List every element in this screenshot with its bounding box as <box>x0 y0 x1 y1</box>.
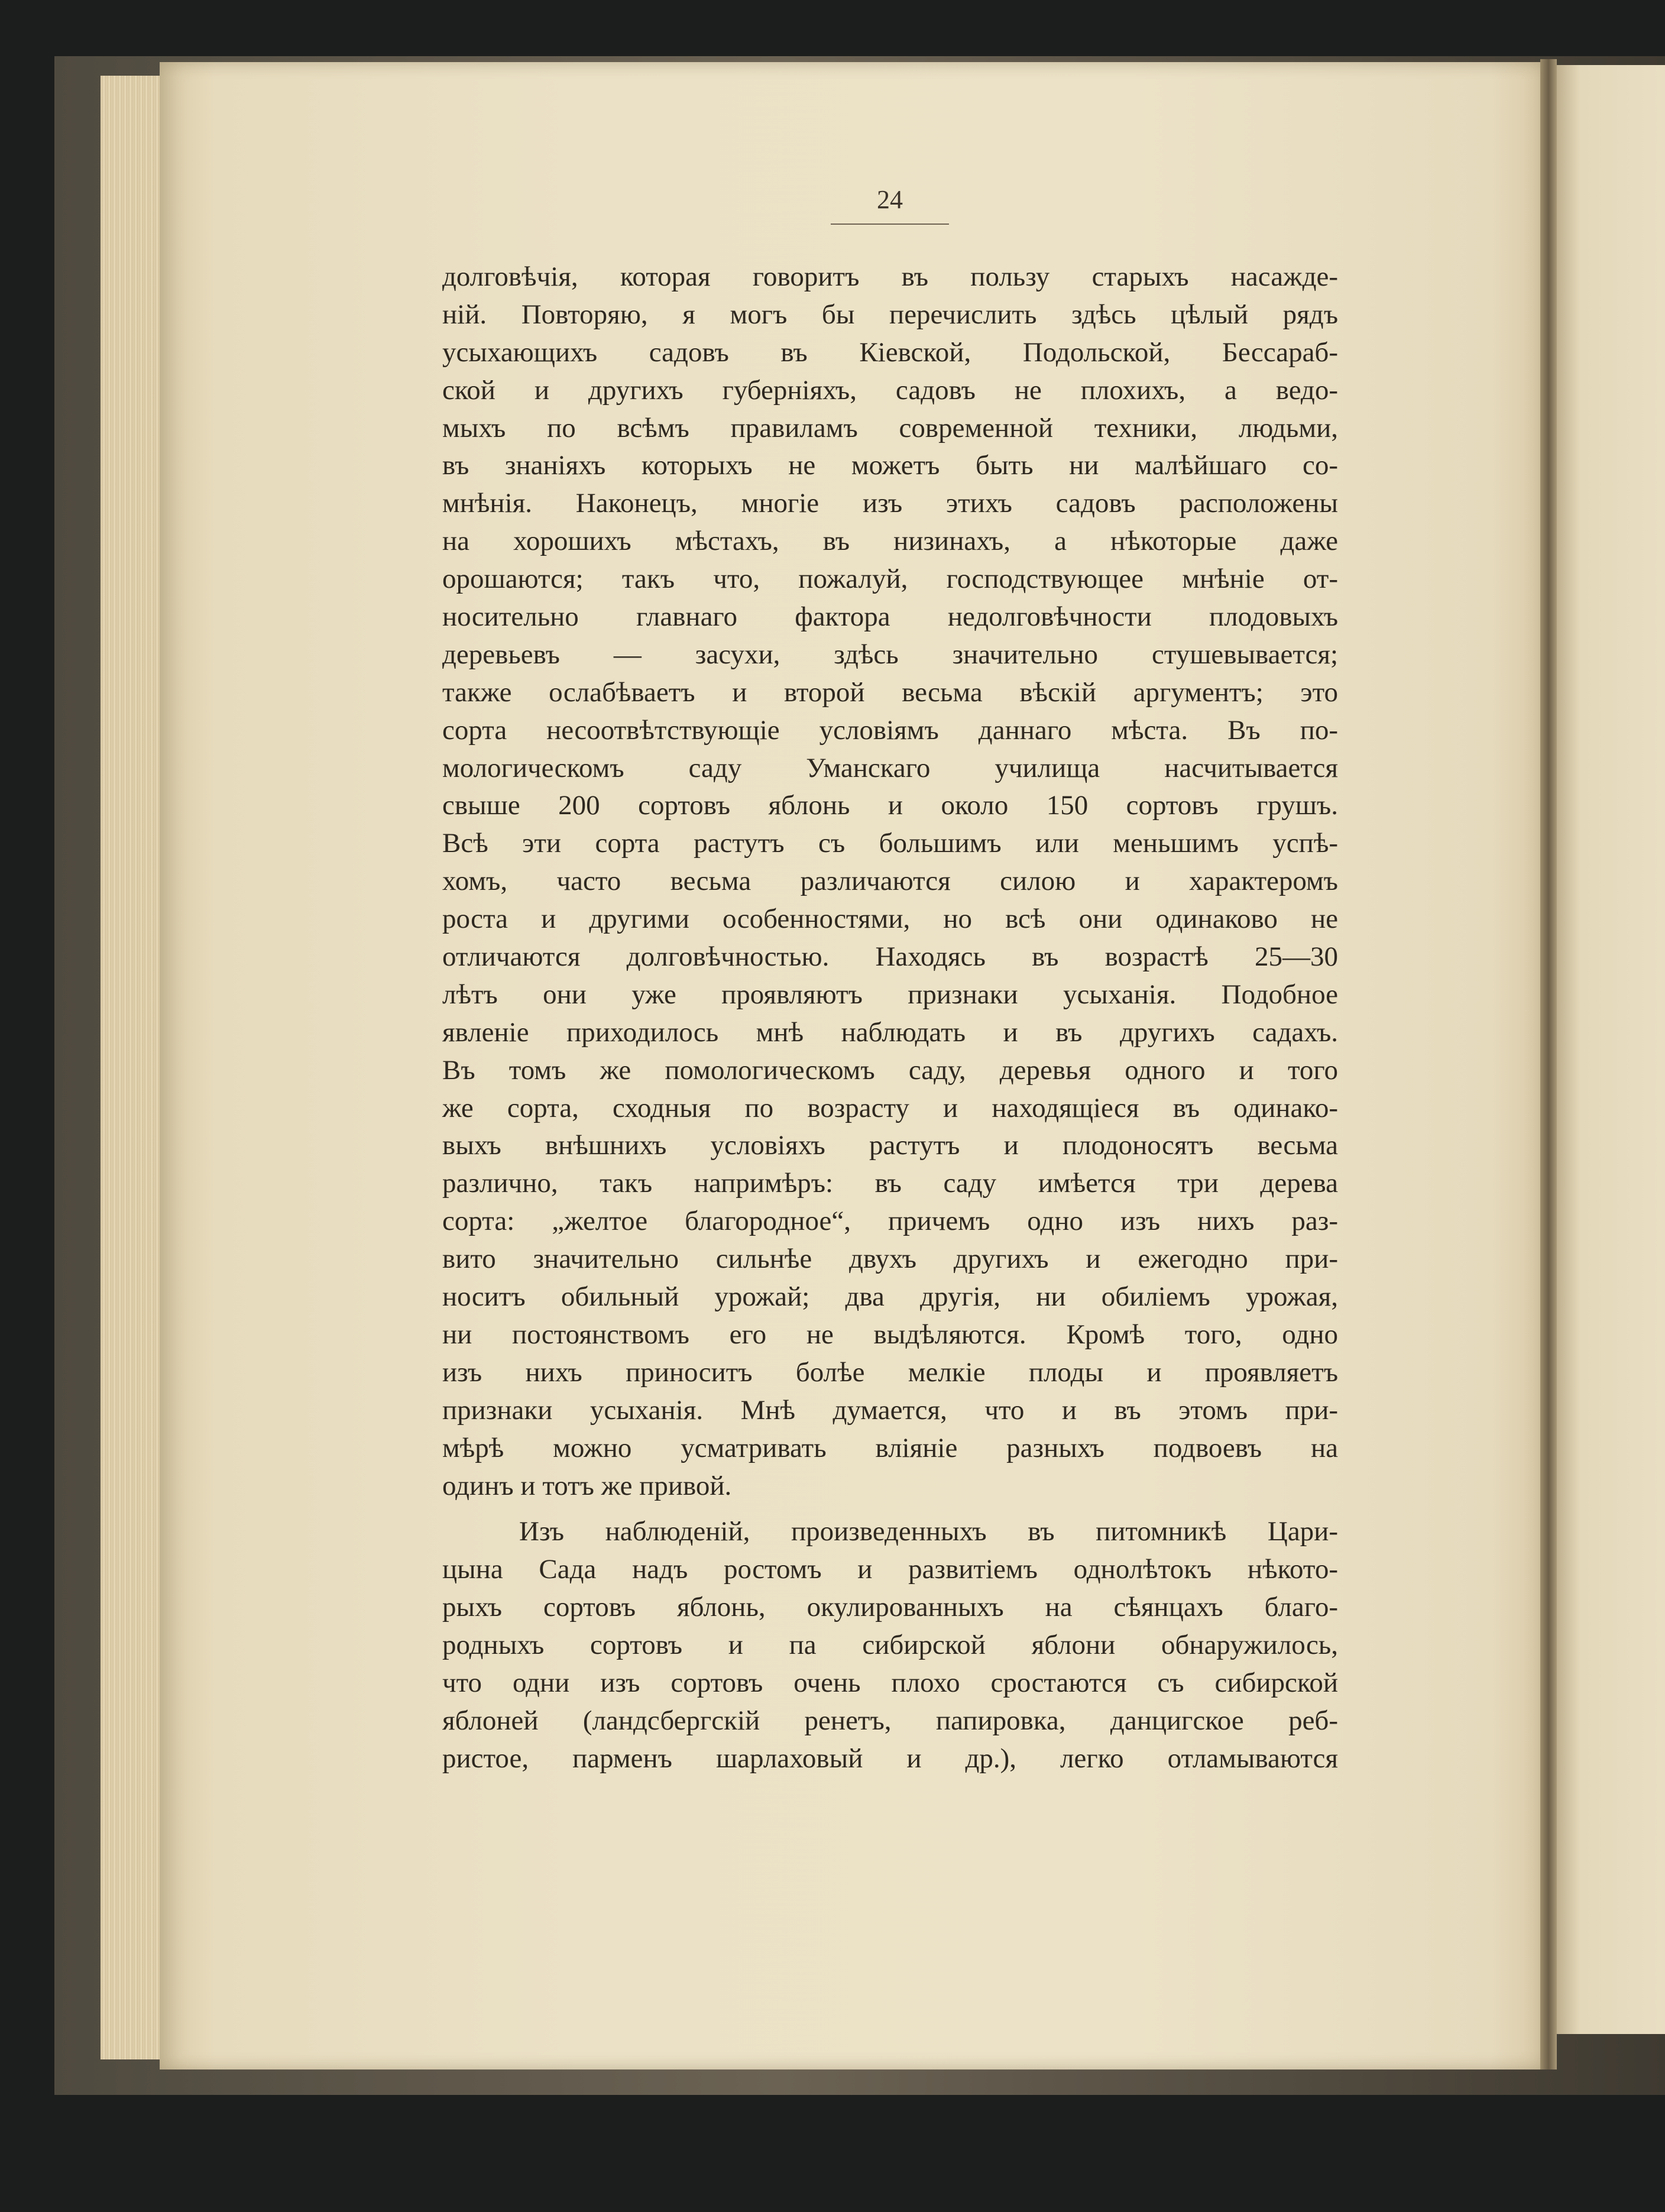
text-line: родныхъ сортовъ и па сибирской яблони обнаружилось, <box>442 1630 1338 1661</box>
text-line: рыхъ сортовъ яблонь, окулированныхъ на сѣянцахъ благо- <box>442 1592 1338 1623</box>
text-line: деревьевъ — засухи, здѣсь значительно стушевывается; <box>442 639 1338 670</box>
text-line: роста и другими особенностями, но всѣ они одинаково не <box>442 903 1338 935</box>
text-line: изъ нихъ приноситъ болѣе мелкіе плоды и проявляетъ <box>442 1356 1338 1388</box>
text-line: лѣтъ они уже проявляютъ признаки усыханія. Подобное <box>442 979 1338 1010</box>
facing-page-edge <box>1552 65 1665 2034</box>
text-line: одинъ и тотъ же привой. <box>442 1470 732 1501</box>
text-line: ній. Повторяю, я могъ бы перечислить здѣсь цѣлый рядъ <box>442 299 1338 330</box>
text-line: мѣрѣ можно усматривать вліяніе разныхъ подвоевъ на <box>442 1432 1338 1463</box>
text-line: мологическомъ саду Уманскаго училища насчитывается <box>442 752 1338 783</box>
paragraph-gap <box>442 1505 1338 1513</box>
text-line: мнѣнія. Наконецъ, многіе изъ этихъ садовъ расположены <box>442 488 1338 519</box>
text-line: явленіе приходилось мнѣ наблюдать и въ другихъ садахъ. <box>442 1016 1338 1048</box>
text-line: хомъ, часто весьма различаются силою и характеромъ <box>442 866 1338 897</box>
text-line: сорта: „желтое благородное“, причемъ одно изъ нихъ раз- <box>442 1206 1338 1237</box>
page-number-rule <box>831 224 949 225</box>
text-line: выхъ внѣшнихъ условіяхъ растутъ и плодоносятъ весьма <box>442 1130 1338 1161</box>
text-line: усыхающихъ садовъ въ Кіевской, Подольской, Бессараб- <box>442 336 1338 368</box>
text-line: Всѣ эти сорта растутъ съ большимъ или меньшимъ успѣ- <box>442 828 1338 859</box>
book-gutter <box>1540 59 1557 2070</box>
text-line: вито значительно сильнѣе двухъ другихъ и ежегодно при- <box>442 1243 1338 1275</box>
text-line: ристое, парменъ шарлаховый и др.), легко отламываются <box>442 1743 1338 1774</box>
text-line: ской и другихъ губерніяхъ, садовъ не плохихъ, а ведо- <box>442 374 1338 406</box>
text-line: орошаются; такъ что, пожалуй, господствующее мнѣніе от- <box>442 563 1338 595</box>
text-line: сорта несоотвѣтствующіе условіямъ даннаго мѣста. Въ по- <box>442 714 1338 746</box>
text-line: Изъ наблюденій, произведенныхъ въ питомникѣ Цари- <box>519 1516 1338 1547</box>
text-line: отличаются долговѣчностью. Находясь въ возрастѣ 25—30 <box>442 941 1338 973</box>
text-line: на хорошихъ мѣстахъ, въ низинахъ, а нѣкоторые даже <box>442 526 1338 557</box>
text-line: Въ томъ же помологическомъ саду, деревья одного и того <box>442 1054 1338 1086</box>
text-line: что одни изъ сортовъ очень плохо сростаются съ сибирской <box>442 1667 1338 1698</box>
text-line: мыхъ по всѣмъ правиламъ современной техники, людьми, <box>442 412 1338 443</box>
text-line: признаки усыханія. Мнѣ думается, что и въ этомъ при- <box>442 1394 1338 1426</box>
text-line: въ знаніяхъ которыхъ не можетъ быть ни малѣйшаго со- <box>442 450 1338 481</box>
text-line: же сорта, сходныя по возрасту и находящіеся въ одинако- <box>442 1092 1338 1123</box>
text-line: различно, такъ напримѣръ: въ саду имѣется три дерева <box>442 1168 1338 1199</box>
text-line: носитъ обильный урожай; два другія, ни обиліемъ урожая, <box>442 1281 1338 1313</box>
text-line: свыше 200 сортовъ яблонь и около 150 сортовъ грушъ. <box>442 790 1338 821</box>
text-line: также ослабѣваетъ и второй весьма вѣскій аргументъ; это <box>442 676 1338 708</box>
text-line: цына Сада надъ ростомъ и развитіемъ однолѣтокъ нѣкото- <box>442 1554 1338 1585</box>
page-number: 24 <box>877 185 903 214</box>
text-line: долговѣчія, которая говоритъ въ пользу старыхъ насажде- <box>442 261 1338 292</box>
text-line: носительно главнаго фактора недолговѣчности плодовыхъ <box>442 601 1338 633</box>
text-line: яблоней (ландсбергскій ренетъ, папировка, данцигское реб- <box>442 1705 1338 1736</box>
body-text <box>442 258 1338 1778</box>
text-line: ни постоянствомъ его не выдѣляются. Кромѣ того, одно <box>442 1319 1338 1350</box>
